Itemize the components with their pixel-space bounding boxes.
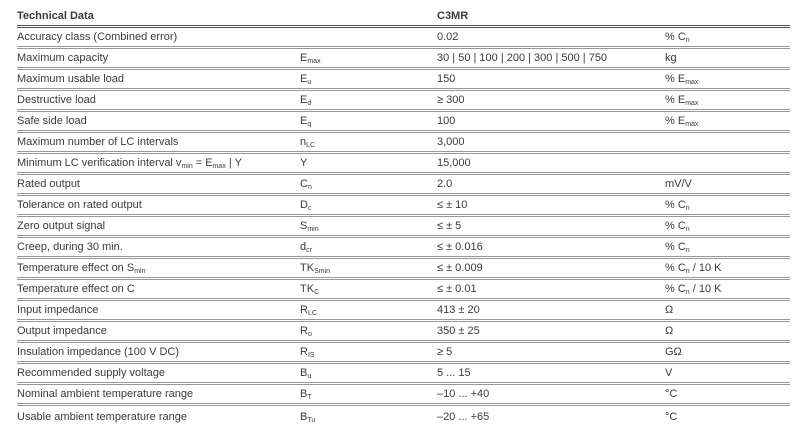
table-row [17,259,790,280]
subscript: max [685,79,699,86]
cell-unit: mV/V [665,178,692,190]
subscript: T [307,394,312,401]
table-row [17,301,790,322]
cell-label: Nominal ambient temperature range [17,388,194,400]
technical-data-sheet [17,7,790,427]
cell-unit: °C [665,388,678,400]
cell-symbol: $D_c$ [300,199,312,212]
cell-unit: % $C_n$ [665,31,690,44]
cell-label: Minimum LC verification interval $v_{min} = E_{max}$ | Y [17,157,242,170]
cell-value: ≤ ± 0.009 [437,262,483,274]
cell-unit: % $E_{max}$ [665,115,699,128]
cell-label: Insulation impedance (100 V DC) [17,346,180,358]
cell-label: Safe side load [17,115,87,127]
cell-label: Destructive load [17,94,96,106]
cell-value: –20 ... +65 [437,410,490,423]
subscript: max [685,100,699,107]
technical-data-table [17,28,790,427]
cell-value: 15,000 [437,157,471,169]
subscript: d [307,100,312,107]
subscript: u [307,79,312,86]
table-row [17,406,790,427]
cell-symbol: $d_{cr}$ [300,241,312,254]
cell-value: 100 [437,115,456,127]
cell-unit: % $C_n / 10$ K [665,262,722,275]
subscript: n [685,247,690,254]
table-row [17,133,790,154]
subscript: cr [306,247,312,254]
model-column-header: C3MR [437,10,469,22]
cell-label: Zero output signal [17,220,106,232]
cell-symbol: Y [300,157,308,169]
cell-unit: Ω [665,325,674,337]
table-row [17,70,790,91]
subscript: n [307,184,312,191]
table-row [17,364,790,385]
cell-value: ≤ ± 0.016 [437,241,483,253]
table-row [17,91,790,112]
cell-unit: % $C_n$ [665,241,690,254]
cell-value: ≥ 300 [437,94,465,106]
cell-label: Temperature effect on C [17,283,135,295]
cell-value: –10 ... +40 [437,388,490,400]
cell-unit: % $C_n$ [665,199,690,212]
cell-label: Usable ambient temperature range [17,410,187,423]
subscript: n [685,226,690,233]
cell-value: 30 | 50 | 100 | 200 | 300 | 500 | 750 [437,52,608,64]
cell-value: ≤ ± 0.01 [437,283,477,295]
table-row [17,154,790,175]
subscript: o [307,331,312,338]
subscript: LC [307,310,317,317]
cell-label: Temperature effect on $S_{min}$ [17,262,146,275]
subscript: n [685,289,690,296]
cell-label: Maximum number of LC intervals [17,136,179,148]
cell-unit: V [665,367,673,379]
subscript: IS [307,352,315,359]
table-row [17,175,790,196]
cell-unit: % $C_n / 10$ K [665,283,722,296]
cell-label: Rated output [17,178,80,190]
cell-symbol: $S_{min}$ [300,220,319,233]
subscript: Smin [314,268,331,275]
cell-symbol: $C_n$ [300,178,312,191]
cell-symbol: $E_u$ [300,73,312,86]
cell-value: 3,000 [437,136,465,148]
cell-unit: GΩ [665,346,682,358]
subscript: min [307,226,319,233]
cell-symbol: $TK_{Smin}$ [300,262,331,275]
cell-symbol: $B_{Tu}$ [300,410,316,424]
cell-label: Maximum usable load [17,73,124,85]
subscript: n [685,37,690,44]
table-row [17,385,790,406]
table-row [17,112,790,133]
cell-symbol: $B_T$ [300,388,312,401]
cell-symbol: $E_q$ [300,115,312,128]
cell-unit: °C [665,410,678,423]
cell-symbol: $R_{IS}$ [300,346,315,359]
cell-value: 150 [437,73,456,85]
table-row [17,343,790,364]
cell-value: 5 ... 15 [437,367,471,379]
table-row [17,238,790,259]
subscript: max [685,121,699,128]
cell-unit: % $E_{max}$ [665,73,699,86]
cell-symbol: $n_{LC}$ [300,136,316,149]
subscript: u [307,373,312,380]
cell-value: 2.0 [437,178,453,190]
cell-label: Maximum capacity [17,52,109,64]
cell-symbol: $E_{max}$ [300,52,321,65]
cell-symbol: $B_u$ [300,367,312,380]
subscript: LC [306,142,316,149]
cell-unit: Ω [665,304,674,316]
cell-value: ≤ ± 5 [437,220,462,232]
cell-unit: % $E_{max}$ [665,94,699,107]
cell-symbol: $R_o$ [300,325,312,338]
cell-unit: % $C_n$ [665,220,690,233]
subscript: Tu [307,416,316,424]
table-header-row [17,7,790,28]
table-row [17,322,790,343]
table-title: Technical Data [17,10,94,22]
cell-value: ≥ 5 [437,346,453,358]
cell-symbol: $TK_C$ [300,283,320,296]
cell-label: Tolerance on rated output [17,199,142,211]
subscript: min [134,268,146,275]
cell-label: Output impedance [17,325,107,337]
table-row [17,196,790,217]
cell-label: Input impedance [17,304,99,316]
table-row [17,217,790,238]
subscript: n [685,205,690,212]
cell-label: Creep, during 30 min. [17,241,123,253]
subscript: max [212,163,226,170]
subscript: min [181,163,193,170]
cell-label: Accuracy class (Combined error) [17,31,178,43]
table-row [17,49,790,70]
cell-label: Recommended supply voltage [17,367,165,379]
subscript: n [685,268,690,275]
subscript: q [307,121,312,128]
cell-unit: kg [665,52,677,64]
table-row [17,28,790,49]
cell-symbol: $E_d$ [300,94,312,107]
cell-value: 413 ± 20 [437,304,480,316]
cell-value: ≤ ± 10 [437,199,468,211]
cell-symbol: $R_{LC}$ [300,304,317,317]
table-row [17,280,790,301]
cell-value: 0.02 [437,31,459,43]
subscript: C [314,289,320,296]
cell-value: 350 ± 25 [437,325,480,337]
subscript: c [307,205,312,212]
subscript: max [307,58,321,65]
